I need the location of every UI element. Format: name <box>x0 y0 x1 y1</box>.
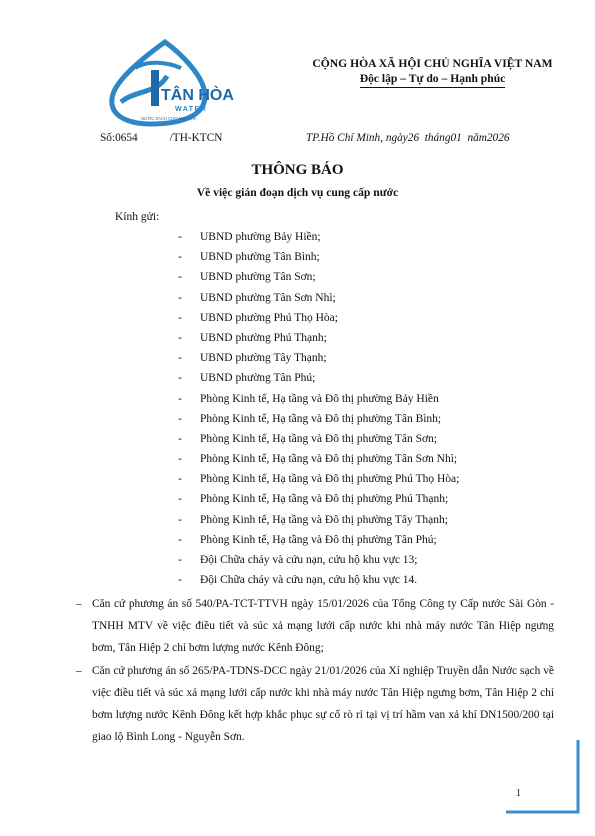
recipient-dash: - <box>178 311 182 324</box>
document-number <box>100 132 222 144</box>
recipient-item <box>178 552 459 572</box>
recipient-item <box>178 229 459 249</box>
recipient-dash: - <box>178 554 182 566</box>
motto: Độc lập – Tự do – Hạnh phúc <box>360 71 506 88</box>
recipient-item <box>178 532 459 552</box>
recipient-list <box>178 229 459 592</box>
recipient-text: UBND phường Phú Thạnh; <box>200 331 327 344</box>
company-logo <box>101 40 234 124</box>
recipient-dash: - <box>178 231 182 243</box>
recipient-dash: - <box>178 392 182 405</box>
recipient-item <box>178 310 459 330</box>
recipient-text: UBND phường Phú Thọ Hòa; <box>200 311 338 324</box>
recipient-dash: - <box>178 432 182 445</box>
recipient-text: UBND phường Tân Sơn Nhì; <box>200 291 336 304</box>
logo-brand: TÂN HÒA <box>161 87 234 104</box>
recipient-item <box>178 411 459 431</box>
date-year: 2026 <box>486 132 510 144</box>
recipient-dash: - <box>178 513 182 526</box>
recipient-dash: - <box>178 493 182 506</box>
recipient-item <box>178 290 459 310</box>
recipient-dash: - <box>178 453 182 466</box>
recipient-text: Phòng Kinh tế, Hạ tầng và Đô thị phường Tân Bình; <box>200 412 442 425</box>
date-month: 01 <box>450 132 462 144</box>
doc-number-prefix: Số:0654 <box>100 132 138 144</box>
recipient-dash: - <box>178 352 182 365</box>
page-number: 1 <box>516 788 521 799</box>
basis-paragraph-2 <box>76 660 554 748</box>
recipient-text: UBND phường Tân Sơn; <box>200 271 316 284</box>
logo-sub: WATER <box>175 106 208 113</box>
paragraph-text: Căn cứ phương án số 540/PA-TCT-TTVH ngày 15/01/2026 của Tổng Công ty Cấp nước Sài Gòn - TNHH MTV về việc điều tiết và súc xả mạng lưới cấp nước khi nhà máy nước Tân Hiệp ngưng bơm, Tân Hiệp 2 chỉ bơm lượng nước Kênh Đông; <box>92 598 554 654</box>
recipient-item <box>178 471 459 491</box>
recipient-item <box>178 370 459 390</box>
national-header <box>290 56 575 88</box>
recipient-dash: - <box>178 291 182 304</box>
document-title: THÔNG BÁO <box>251 162 344 178</box>
recipient-text: Phòng Kinh tế, Hạ tầng và Đô thị phường Tân Sơn Nhì; <box>200 453 458 466</box>
recipient-item <box>178 431 459 451</box>
place-date <box>306 132 510 144</box>
recipient-item <box>178 491 459 511</box>
recipient-item <box>178 269 459 289</box>
doc-number-suffix: /TH-KTCN <box>169 132 223 144</box>
recipient-item <box>178 350 459 370</box>
recipient-dash: - <box>178 331 182 344</box>
recipient-item <box>178 391 459 411</box>
basis-paragraph-1 <box>76 593 554 659</box>
place-label: TP.Hồ Chí Minh, ngày <box>306 132 408 144</box>
recipient-text: Đội Chữa cháy và cứu nạn, cứu hộ khu vực 14. <box>200 574 418 587</box>
paragraph-dash: – <box>76 598 82 610</box>
recipient-item <box>178 451 459 471</box>
recipient-text: UBND phường Tây Thạnh; <box>200 352 327 365</box>
nation-title: CỘNG HÒA XÃ HỘI CHỦ NGHĨA VIỆT NAM <box>312 57 553 70</box>
recipient-text: Phòng Kinh tế, Hạ tầng và Đô thị phường Bảy Hiền <box>200 392 439 405</box>
recipient-dash: - <box>178 574 182 587</box>
recipient-dash: - <box>178 271 182 284</box>
logo-tagline: NƯỚC SẠCH CHO MỌI NHÀ <box>141 116 197 121</box>
recipient-dash: - <box>178 473 182 486</box>
recipient-text: UBND phường Bảy Hiền; <box>200 231 321 243</box>
recipient-text: UBND phường Tân Phú; <box>200 372 316 385</box>
recipient-item <box>178 330 459 350</box>
recipient-dash: - <box>178 412 182 425</box>
recipient-dash: - <box>178 533 182 546</box>
month-label: tháng <box>424 132 451 144</box>
recipient-text: Phòng Kinh tế, Hạ tầng và Đô thị phường Phú Thọ Hòa; <box>200 473 460 486</box>
year-label: năm <box>467 132 487 144</box>
recipient-text: Phòng Kinh tế, Hạ tầng và Đô thị phường Tây Thạnh; <box>200 513 448 526</box>
recipient-item <box>178 572 459 592</box>
recipient-text: Đội Chữa cháy và cứu nạn, cứu hộ khu vực 13; <box>200 554 418 566</box>
recipient-text: Phòng Kinh tế, Hạ tầng và Đô thị phường Phú Thạnh; <box>200 493 449 506</box>
recipient-text: Phòng Kinh tế, Hạ tầng và Đô thị phường Tân Sơn; <box>200 432 437 445</box>
recipient-item <box>178 249 459 269</box>
recipient-dash: - <box>178 251 182 264</box>
recipient-item <box>178 512 459 532</box>
recipient-text: UBND phường Tân Bình; <box>200 251 320 264</box>
document-subtitle: Về việc gián đoạn dịch vụ cung cấp nước <box>196 186 399 199</box>
date-day: 26 <box>407 132 420 144</box>
greeting: Kính gửi: <box>115 211 160 223</box>
paragraph-text: Căn cứ phương án số 265/PA-TDNS-DCC ngày 21/01/2026 của Xí nghiệp Truyền dẫn Nước sạch về việc điều tiết và súc xả mạng lưới cấp nước khi nhà máy nước Tân Hiệp ngưng bơm, Tân Hiệp 2 chỉ bơm lượng nước Kênh Đông kết hợp khắc phục sự cố rò rỉ tại vị trí hầm van xả khí DN1500/200 tại giao lộ Bình Long - Nguyễn Sơn. <box>92 665 554 743</box>
recipient-text: Phòng Kinh tế, Hạ tầng và Đô thị phường Tân Phú; <box>200 533 437 546</box>
paragraph-dash: – <box>76 665 82 677</box>
recipient-dash: - <box>178 372 182 385</box>
water-drop-logo-icon <box>101 40 234 124</box>
